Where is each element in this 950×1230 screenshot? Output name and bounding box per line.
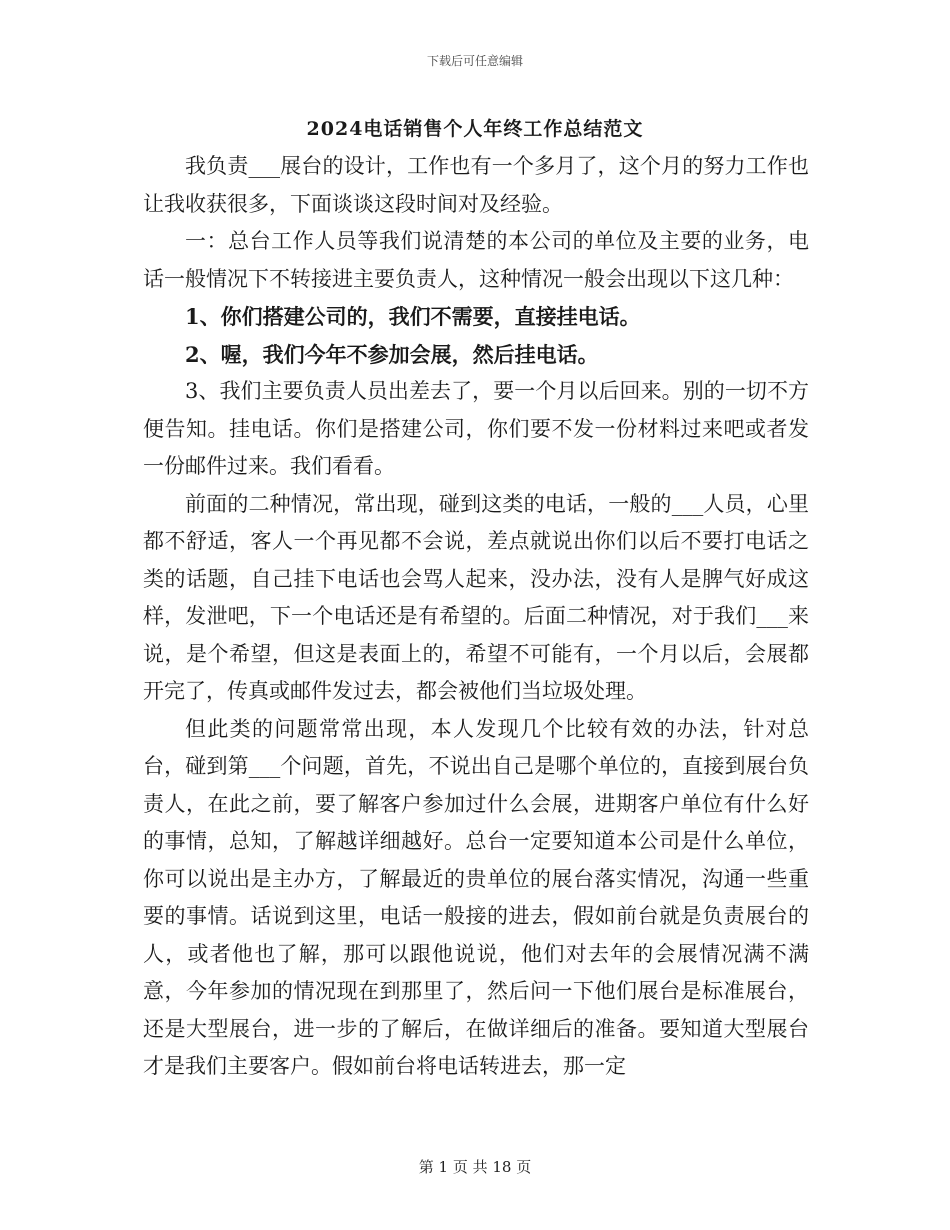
paragraph: 3、我们主要负责人员出差去了，要一个月以后回来。别的一切不方便告知。挂电话。你们是搭建公司，你们要不发一份材料过来吧或者发一份邮件过来。我们看看。 bbox=[143, 379, 809, 478]
page-header-note: 下载后可任意编辑 bbox=[426, 54, 523, 68]
paragraph-bold: 1、你们搭建公司的，我们不需要，直接挂电话。 bbox=[185, 304, 641, 329]
page-number: 第 1 页 共 18 页 bbox=[418, 1158, 532, 1176]
paragraph: 我负责___展台的设计，工作也有一个多月了，这个月的努力工作也让我收获很多，下面谈谈这段时间对及经验。 bbox=[143, 154, 809, 216]
paragraph-bold: 2、喔，我们今年不参加会展，然后挂电话。 bbox=[185, 341, 599, 367]
paragraph: 一：总台工作人员等我们说清楚的本公司的单位及主要的业务，电话一般情况下不转接进主要负责人，这种情况一般会出现以下这几种： bbox=[143, 229, 809, 291]
paragraph: 但此类的问题常常出现，本人发现几个比较有效的办法，针对总台，碰到第___个问题，首先，不说出自己是哪个单位的，直接到展台负责人，在此之前，要了解客户参加过什么会展，进期客户单位有什么好的事情，总知，了解越详细越好。总台一定要知道本公司是什么单位，你可以说出是主办方，了解最近的贵单位的展台落实情况，沟通一些重要的事情。话说到这里，电话一般接的进去，假如前台就是负责展台的人，或者他也了解，那可以跟他说说，他们对去年的会展情况满不满意，今年参加的情况现在到那里了，然后问一下他们展台是标准展台，还是大型展台，进一步的了解后，在做详细后的准备。要知道大型展台才是我们主要客户。假如前台将电话转进去，那一定 bbox=[143, 716, 809, 1078]
paragraph: 前面的二种情况，常出现，碰到这类的电话，一般的___人员，心里都不舒适，客人一个再见都不会说，差点就说出你们以后不要打电话之类的话题，自己挂下电话也会骂人起来，没办法，没有人是脾气好成这样，发泄吧，下一个电话还是有希望的。后面二种情况，对于我们___来说，是个希望，但这是表面上的，希望不可能有，一个月以后，会展都开完了，传真或邮件发过去，都会被他们当垃圾处理。 bbox=[143, 491, 809, 703]
document-title: 2024电话销售个人年终工作总结范文 bbox=[306, 118, 644, 140]
document-body bbox=[143, 148, 809, 1086]
